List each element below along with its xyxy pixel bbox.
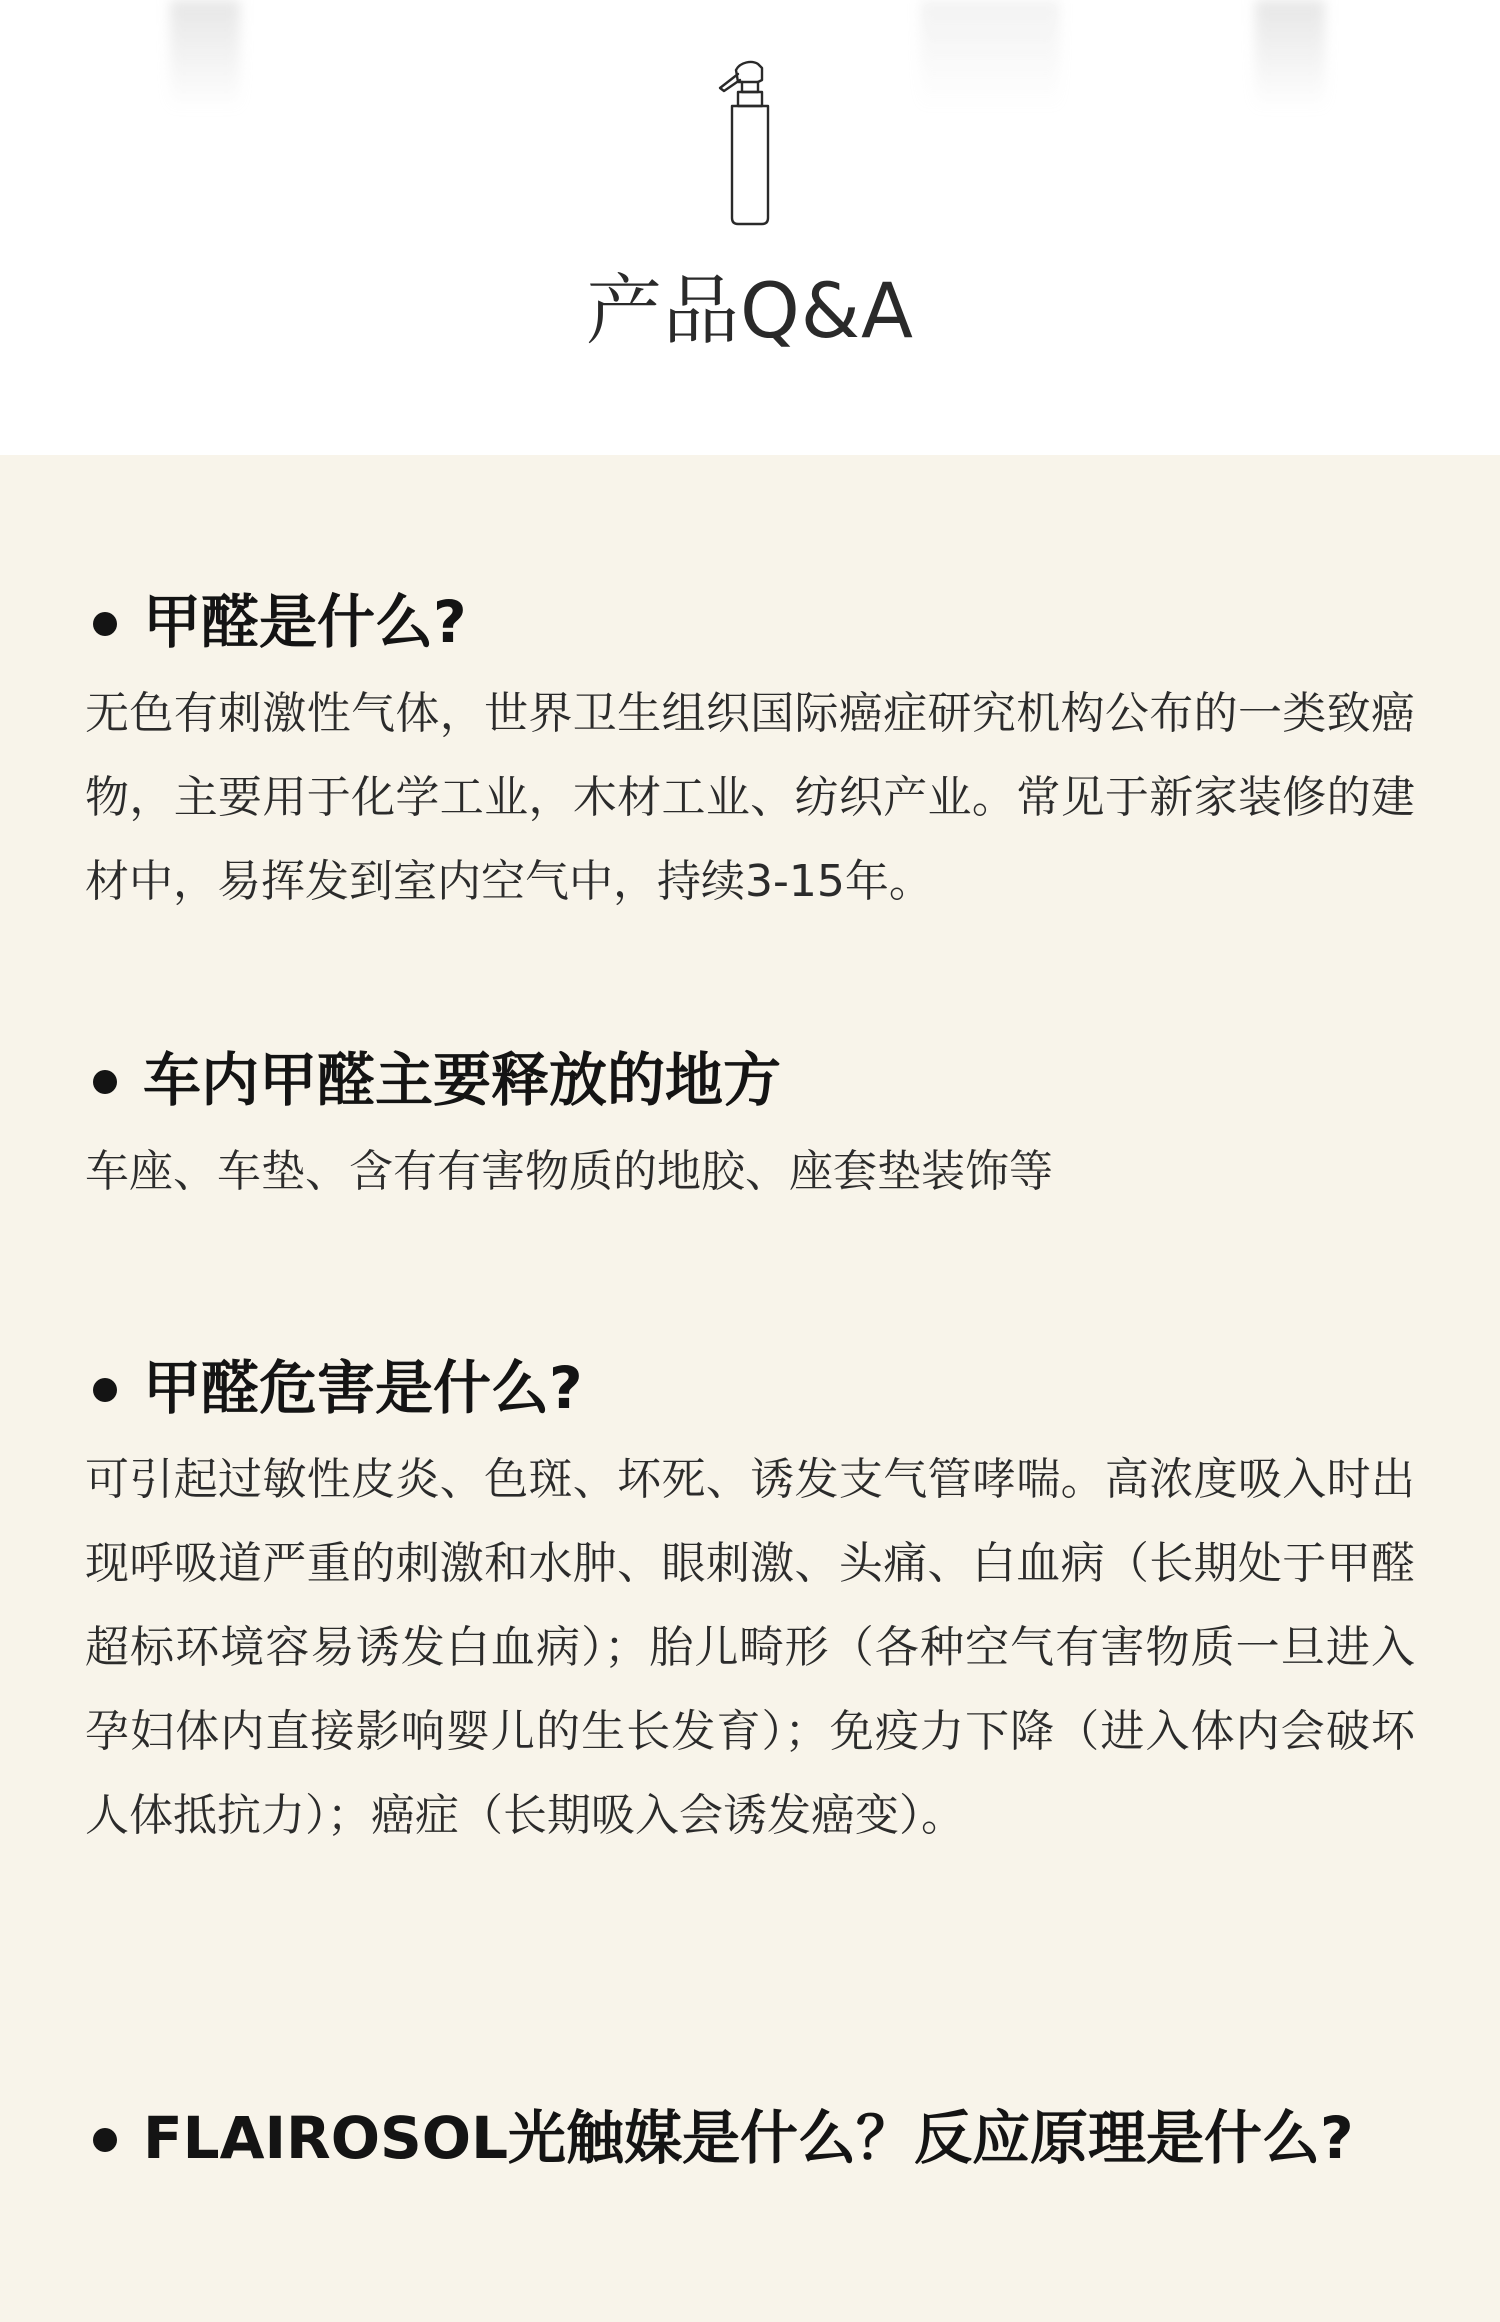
question-text: 甲醛是什么? [143,588,467,656]
qa-item-formaldehyde [85,574,1415,924]
header-section [0,0,1500,455]
bullet-icon [93,2128,117,2152]
question-heading [85,574,1415,670]
qa-item-release-sources [85,1032,1415,1214]
question-heading [85,1340,1415,1436]
question-text: 甲醛危害是什么? [143,1354,583,1422]
question-text: 车内甲醛主要释放的地方 [143,1046,782,1114]
question-heading [85,2090,1415,2186]
bullet-icon [93,612,117,636]
decorative-shadow [170,0,240,110]
bullet-icon [93,1378,117,1402]
bullet-icon [93,1070,117,1094]
question-heading [85,1032,1415,1128]
qa-item-photocatalyst [85,2090,1415,2186]
answer-text: 无色有刺激性气体，世界卫生组织国际癌症研究机构公布的一类致癌物，主要用于化学工业，木材工业、纺织产业。常见于新家装修的建材中，易挥发到室内空气中，持续3-15年。 [85,688,1415,907]
page-title: 产品Q&A [585,266,915,355]
question-text: FLAIROSOL光触媒是什么？反应原理是什么? [143,2104,1354,2172]
decorative-shadow [920,0,1060,110]
qa-item-hazards [85,1340,1415,1858]
spray-bottle-icon [712,58,782,228]
answer-text: 可引起过敏性皮炎、色斑、坏死、诱发支气管哮喘。高浓度吸入时出现呼吸道严重的刺激和水肿、眼刺激、头痛、白血病（长期处于甲醛超标环境容易诱发白血病）；胎儿畸形（各种空气有害物质一旦进入孕妇体内直接影响婴儿的生长发育）；免疫力下降（进入体内会破坏人体抵抗力）；癌症（长期吸入会诱发癌变）。 [85,1454,1415,1841]
decorative-shadow [1255,0,1325,110]
answer-text: 车座、车垫、含有有害物质的地胶、座套垫装饰等 [85,1146,1053,1197]
